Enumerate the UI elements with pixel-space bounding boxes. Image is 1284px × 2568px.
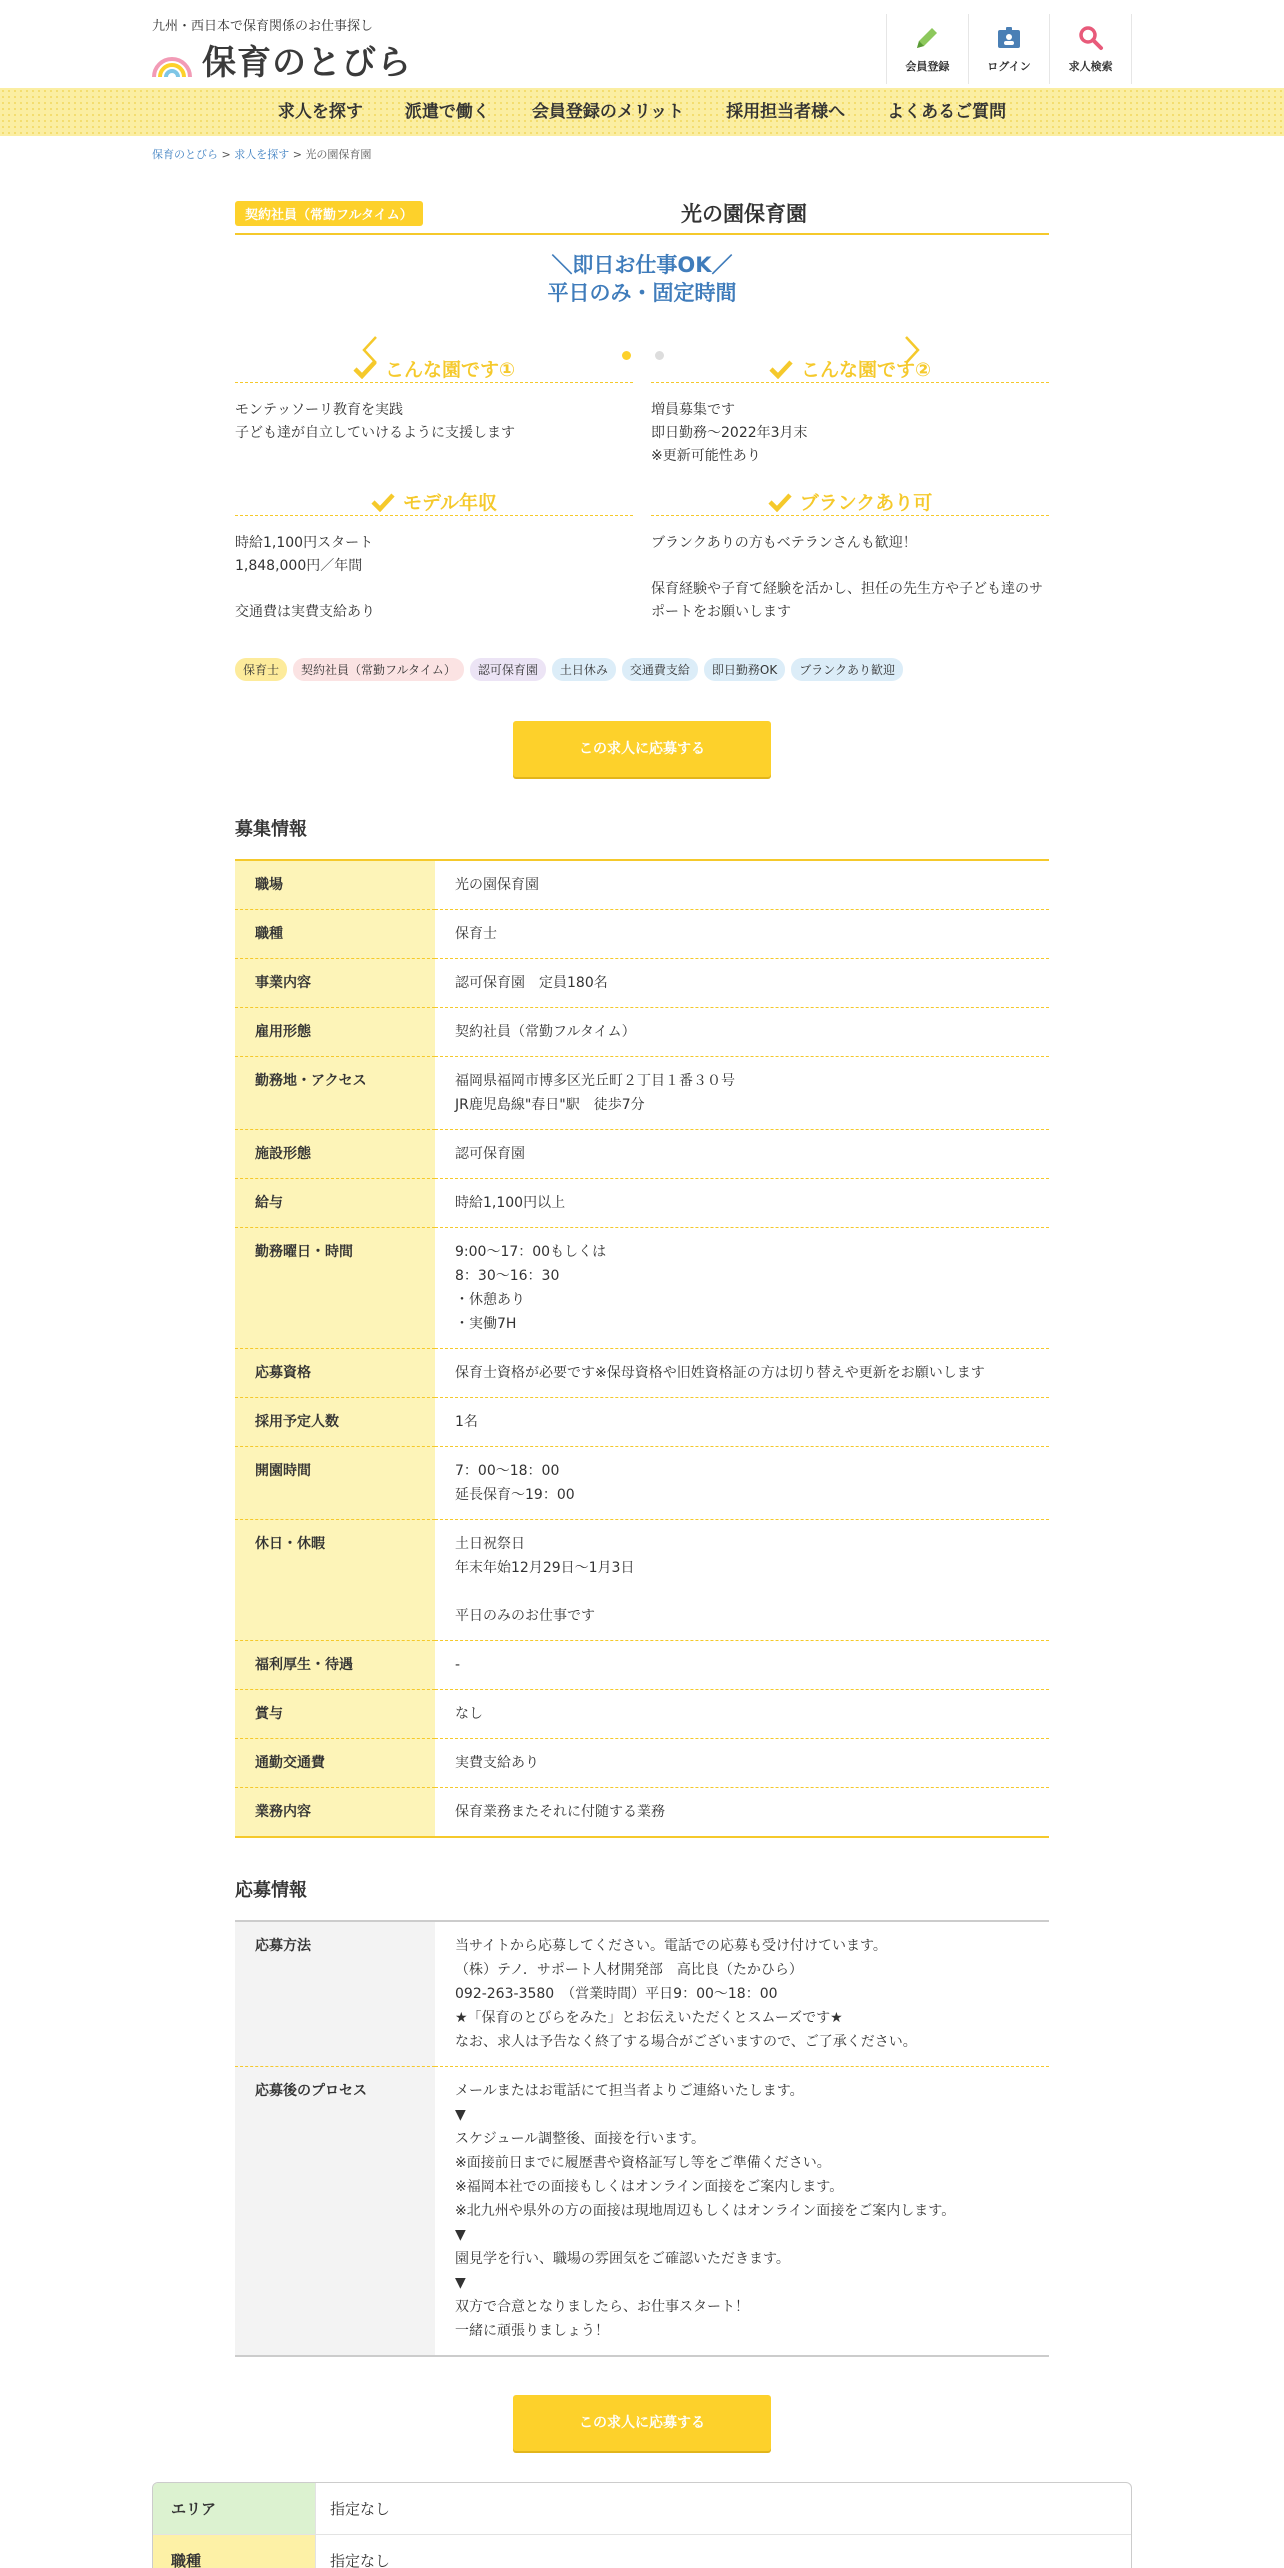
nav-member-benefits[interactable]: 会員登録のメリット <box>531 102 685 122</box>
table-row <box>235 910 1049 959</box>
breadcrumb-separator: > <box>292 148 302 161</box>
breadcrumb-home[interactable]: 保育のとびら <box>152 148 218 161</box>
condition-value: 指定なし <box>315 2535 390 2568</box>
job-title-row <box>235 195 1049 235</box>
job-search-label: 求人検索 <box>1068 60 1113 73</box>
row-label: 給与 <box>235 1179 435 1228</box>
feature-body: 時給1,100円スタート 1,848,000円／年間 交通費は実費支給あり <box>235 535 375 620</box>
site-logo[interactable] <box>150 36 412 82</box>
tag-nursery-teacher: 保育士 <box>235 658 287 681</box>
table-row <box>235 1179 1049 1228</box>
breadcrumb <box>152 146 371 162</box>
member-register-label: 会員登録 <box>905 60 950 73</box>
nav-dispatch-work[interactable]: 派遣で働く <box>404 102 490 122</box>
row-value: 1名 <box>455 1414 478 1430</box>
row-value: 当サイトから応募してください。電話での応募も受け付けています。 （株）テノ．サポート人材開発部 高比良（たかひら） 092-263-3580 （営業時間）平日9：00～18：00 ★「保育のとびらをみた」とお伝えいただくとスムーズです★ なお、求人は予告なく終了する場合がございますので、ご了承ください。 <box>455 1938 917 2050</box>
job-catchphrase <box>235 251 1049 307</box>
table-row <box>235 1788 1049 1838</box>
row-value: 保育士資格が必要です※保母資格や旧姓資格証の方は切り替えや更新をお願いします <box>455 1365 985 1381</box>
id-card-icon <box>995 24 1023 52</box>
row-value: 認可保育園 定員180名 <box>455 975 608 991</box>
slider-next-button[interactable] <box>902 335 922 369</box>
feature-body: モンテッソーリ教育を実践 子ども達が自立していけるように支援します <box>235 402 515 441</box>
row-label: 事業内容 <box>235 959 435 1008</box>
row-label: 通勤交通費 <box>235 1739 435 1788</box>
page-title: 光の園保育園 <box>681 202 807 226</box>
row-value: メールまたはお電話にて担当者よりご連絡いたします。 ▼ スケジュール調整後、面接を行います。 ※面接前日までに履歴書や資格証写し等をご準備ください。 ※福岡本社での面接もしくはオンライン面接をご案内します。 ※北九州や県外の方の面接は現地周辺もしくはオンライン面接をご案内します。 ▼ 園見学を行い、職場の雰囲気をご確認いただきます。 ▼ 双方で合意となりましたら、お仕事スタート！ 一緒に頑張りましょう！ <box>455 2083 956 2339</box>
feature-heading <box>651 488 1049 516</box>
chevron-right-icon <box>902 335 922 365</box>
table-row <box>235 1641 1049 1690</box>
table-row <box>235 1520 1049 1641</box>
nav-find-jobs[interactable]: 求人を探す <box>277 102 363 122</box>
login-label: ログイン <box>987 60 1031 73</box>
slider-prev-button[interactable] <box>360 335 380 369</box>
row-value: 9:00～17：00もしくは 8：30～16：30 ・休憩あり ・実働7H <box>455 1244 607 1332</box>
job-tags <box>235 658 1049 681</box>
row-label: 応募方法 <box>235 1921 435 2067</box>
row-value: 実費支給あり <box>455 1755 539 1771</box>
nav-for-recruiters[interactable]: 採用担当者様へ <box>726 102 846 122</box>
logo-text: 保育のとびら <box>202 42 412 83</box>
search-icon <box>1077 24 1105 52</box>
table-row <box>235 1057 1049 1130</box>
nav-faq[interactable]: よくあるご質問 <box>887 102 1007 122</box>
apply-info-table <box>235 1920 1049 2357</box>
global-nav <box>0 88 1284 136</box>
condition-label: エリア <box>153 2483 315 2534</box>
slider-dots <box>622 351 664 360</box>
catchphrase-line-1: ＼即日お仕事OK／ <box>551 253 733 277</box>
row-label: 応募資格 <box>235 1349 435 1398</box>
row-label: 業務内容 <box>235 1788 435 1838</box>
employment-type-badge: 契約社員（常勤フルタイム） <box>235 201 423 226</box>
feature-heading-text: こんな園です② <box>800 359 932 381</box>
checkmark-icon <box>371 492 395 512</box>
table-row <box>235 959 1049 1008</box>
site-tagline: 九州・西日本で保育関係のお仕事探し <box>152 19 374 34</box>
checkmark-icon <box>768 492 792 512</box>
tag-immediate-start: 即日勤務OK <box>704 658 785 681</box>
row-value: 福岡県福岡市博多区光丘町２丁目１番３０号 JR鹿児島線"春日"駅 徒歩7分 <box>455 1073 735 1113</box>
table-row <box>235 1008 1049 1057</box>
row-value: 認可保育園 <box>455 1146 525 1162</box>
login-button[interactable] <box>969 14 1051 84</box>
feature-slider <box>235 327 1049 397</box>
table-row <box>235 1349 1049 1398</box>
member-register-button[interactable] <box>887 14 969 84</box>
row-value: なし <box>455 1706 483 1722</box>
search-condition-row <box>153 2483 1131 2535</box>
pencil-icon <box>913 24 941 52</box>
row-label: 開園時間 <box>235 1447 435 1520</box>
catchphrase-line-2: 平日のみ・固定時間 <box>547 281 737 305</box>
tag-blank-welcome: ブランクあり歓迎 <box>791 658 903 681</box>
row-label: 応募後のプロセス <box>235 2067 435 2357</box>
slider-dot-2[interactable] <box>655 351 664 360</box>
apply-info-title: 応募情報 <box>235 1880 307 1901</box>
site-header <box>0 0 1284 88</box>
breadcrumb-job-search[interactable]: 求人を探す <box>234 148 290 161</box>
tag-employment-type: 契約社員（常勤フルタイム） <box>293 658 464 681</box>
feature-body: ブランクありの方もベテランさんも歓迎！ 保育経験や子育て経験を活かし、担任の先生方や子ども達のサポートをお願いします <box>651 535 1043 620</box>
row-label: 福利厚生・待遇 <box>235 1641 435 1690</box>
job-detail <box>235 195 1049 2451</box>
row-value: - <box>455 1657 461 1673</box>
table-row <box>235 1921 1049 2067</box>
apply-button-bottom[interactable]: この求人に応募する <box>513 2395 771 2451</box>
tag-facility-type: 認可保育園 <box>470 658 546 681</box>
feature-heading-text: こんな園です① <box>384 359 516 381</box>
tag-weekends-off: 土日休み <box>552 658 616 681</box>
search-conditions <box>152 2482 1132 2568</box>
tag-transport-allowance: 交通費支給 <box>622 658 698 681</box>
apply-button-top[interactable]: この求人に応募する <box>513 721 771 777</box>
feature-card <box>235 488 633 624</box>
row-label: 採用予定人数 <box>235 1398 435 1447</box>
condition-value: 指定なし <box>315 2483 390 2534</box>
feature-grid <box>235 355 1049 644</box>
row-value: 光の園保育園 <box>455 877 539 893</box>
row-label: 施設形態 <box>235 1130 435 1179</box>
recruit-info-title: 募集情報 <box>235 819 307 840</box>
row-label: 賞与 <box>235 1690 435 1739</box>
chevron-left-icon <box>360 335 380 365</box>
condition-label: 職種 <box>153 2535 315 2568</box>
table-row <box>235 1228 1049 1349</box>
table-row <box>235 1130 1049 1179</box>
row-label: 勤務曜日・時間 <box>235 1228 435 1349</box>
rainbow-logo-icon <box>150 39 194 79</box>
row-value: 保育士 <box>455 926 497 942</box>
row-label: 職種 <box>235 910 435 959</box>
feature-heading <box>235 488 633 516</box>
row-label: 職場 <box>235 860 435 910</box>
table-row <box>235 1447 1049 1520</box>
row-value: 土日祝祭日 年末年始12月29日～1月3日 平日のみのお仕事です <box>455 1536 635 1624</box>
feature-heading-text: モデル年収 <box>402 492 498 514</box>
header-icon-menu <box>886 14 1132 84</box>
breadcrumb-current: 光の園保育園 <box>305 148 372 161</box>
recruit-info-table <box>235 859 1049 1838</box>
row-label: 勤務地・アクセス <box>235 1057 435 1130</box>
row-value: 7：00～18：00 延長保育～19：00 <box>455 1463 575 1503</box>
table-row <box>235 2067 1049 2357</box>
slider-dot-1[interactable] <box>622 351 631 360</box>
row-label: 休日・休暇 <box>235 1520 435 1641</box>
row-value: 時給1,100円以上 <box>455 1195 566 1211</box>
breadcrumb-separator: > <box>221 148 231 161</box>
table-row <box>235 1739 1049 1788</box>
row-value: 契約社員（常勤フルタイム） <box>455 1024 636 1040</box>
feature-heading-text: ブランクあり可 <box>799 492 933 514</box>
feature-body: 増員募集です 即日勤務～2022年3月末 ※更新可能性あり <box>651 402 808 464</box>
table-row <box>235 860 1049 910</box>
search-condition-row <box>153 2535 1131 2568</box>
table-row <box>235 1398 1049 1447</box>
job-search-button[interactable] <box>1050 14 1132 84</box>
table-row <box>235 1690 1049 1739</box>
row-label: 雇用形態 <box>235 1008 435 1057</box>
row-value: 保育業務またそれに付随する業務 <box>455 1804 665 1820</box>
feature-card <box>651 488 1049 624</box>
